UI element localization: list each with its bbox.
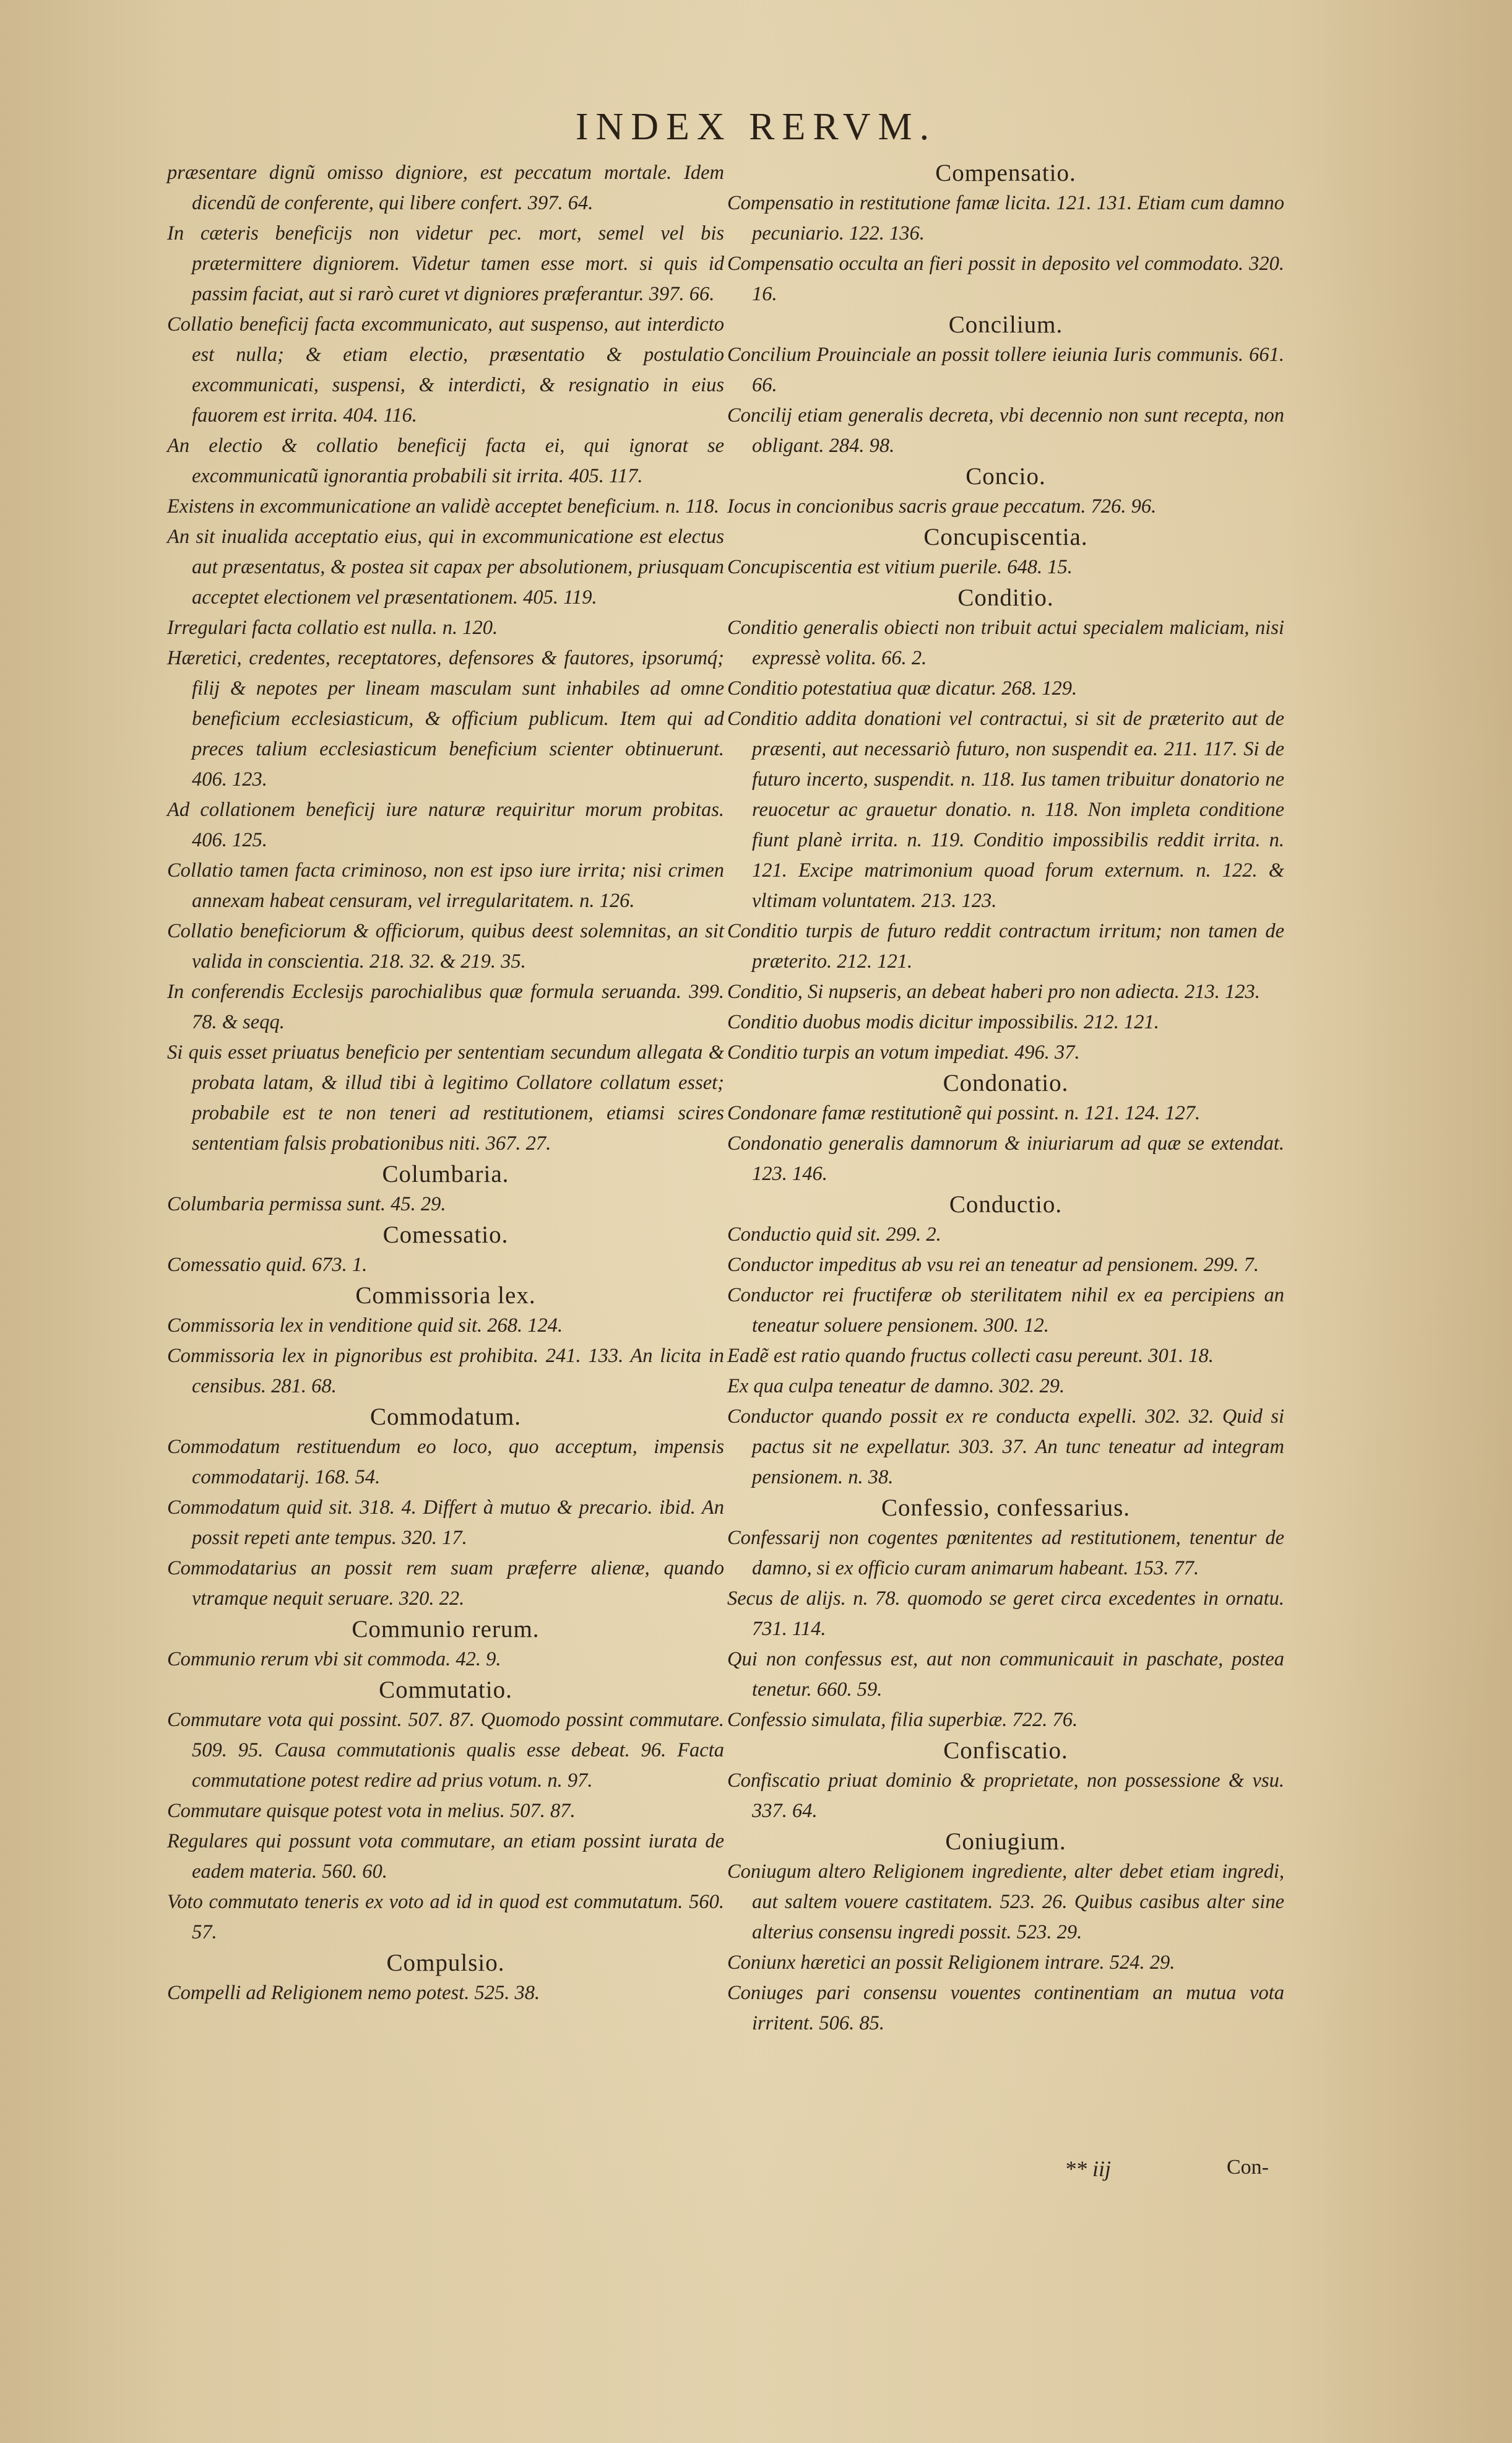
- index-entry: Communio rerum vbi sit commoda. 42. 9.: [167, 1648, 501, 1670]
- index-entry: In conferendis Ecclesijs parochialibus quæ formula seruanda. 399. 78. & seqq.: [167, 981, 724, 1033]
- index-entry: Conductor rei fructiferæ ob sterilitatem nihil ex ea percipiens an teneatur soluere pensionem. 300. 12.: [727, 1284, 1284, 1337]
- signature-mark: ** iij: [1065, 2156, 1112, 2181]
- index-entry: Secus de alijs. n. 78. quomodo se geret circa excedentes in ornatu. 731. 114.: [727, 1587, 1284, 1640]
- index-entry: In cæteris beneficijs non videtur pec. mort, semel vel bis prætermittere digniorem. Videtur tamen esse mort. si quis id passim faciat, aut si rarò curet vt digniores præferantur. 397. 66.: [167, 222, 724, 305]
- index-entry: Voto commutato teneris ex voto ad id in quod est commutatum. 560. 57.: [167, 1891, 724, 1943]
- index-entry: Existens in excommunicatione an validè acceptet beneficium. n. 118.: [167, 495, 719, 518]
- page-footer: [1065, 2156, 1269, 2187]
- index-entry: Commodatum quid sit. 318. 4. Differt à mutuo & precario. ibid. An possit repeti ante tempus. 320. 17.: [167, 1496, 724, 1549]
- running-head: INDEX RERVM.: [575, 106, 937, 148]
- index-entry: Conditio addita donationi vel contractui, si sit de præterito aut de præsenti, aut necessariò futuro, non suspendit ea. 211. 117. Si de futuro incerto, suspendit. n. 118. Ius tamen tribuitur donatorio ne reuocetur ac grauetur donatio. n. 118. Non impleta conditione fiunt planè irrita. n. 119. Conditio impossibilis reddit irrita. n. 121. Excipe matrimonium quoad forum externum. n. 122. & vltimam voluntatem. 213. 123.: [727, 708, 1284, 912]
- index-entry: Qui non confessus est, aut non communicauit in paschate, postea tenetur. 660. 59.: [727, 1648, 1284, 1701]
- index-heading: Commodatum.: [370, 1404, 521, 1430]
- index-entry: Regulares qui possunt vota commutare, an etiam possint iurata de eadem materia. 560. 60.: [167, 1830, 724, 1883]
- index-entry: Conductor impeditus ab vsu rei an teneatur ad pensionem. 299. 7.: [727, 1254, 1259, 1276]
- index-entry: Coniunx hæretici an possit Religionem intrare. 524. 29.: [727, 1951, 1175, 1974]
- index-entry: Compelli ad Religionem nemo potest. 525. 38.: [167, 1982, 540, 2004]
- index-entry: Ex qua culpa teneatur de damno. 302. 29.: [727, 1375, 1065, 1397]
- index-entry: Irregulari facta collatio est nulla. n. 120.: [167, 617, 498, 639]
- index-entry: Conditio turpis de futuro reddit contractum irritum; non tamen de præterito. 212. 121.: [727, 920, 1284, 973]
- index-entry: Collatio beneficij facta excommunicato, aut suspenso, aut interdicto est nulla; & etiam electio, præsentatio & postulatio excommunicati, suspensi, & interdicti, & resignatio in eius fauorem est irrita. 404. 116.: [167, 313, 724, 427]
- index-entry: Iocus in concionibus sacris graue peccatum. 726. 96.: [727, 495, 1157, 518]
- index-entry: Conditio, Si nupseris, an debeat haberi pro non adiecta. 213. 123.: [727, 981, 1260, 1003]
- index-heading: Commutatio.: [379, 1677, 512, 1703]
- index-entry: Eadẽ est ratio quando fructus collecti casu pereunt. 301. 18.: [727, 1345, 1214, 1367]
- index-entry: Concilij etiam generalis decreta, vbi decennio non sunt recepta, non obligant. 284. 98.: [727, 404, 1284, 457]
- index-entry: Si quis esset priuatus beneficio per sententiam secundum allegata & probata latam, & illud tibi à legitimo Collatore collatum esset; probabile est te non teneri ad restitutionem, etiamsi scires sententiam falsis probationibus niti. 367. 27.: [167, 1041, 724, 1155]
- index-entry: Coniugum altero Religionem ingrediente, alter debet etiam ingredi, aut saltem vouere castitatem. 523. 26. Quibus casibus alter sine alterius consensu ingredi possit. 523. 29.: [727, 1860, 1284, 1943]
- index-column-right: [727, 158, 1284, 2039]
- index-entry: Compensatio occulta an fieri possit in deposito vel commodato. 320. 16.: [727, 253, 1284, 305]
- index-entry: Commutare quisque potest vota in melius. 507. 87.: [167, 1800, 576, 1822]
- index-entry: Confiscatio priuat dominio & proprietate, non possessione & vsu. 337. 64.: [727, 1769, 1284, 1822]
- index-entry: Concupiscentia est vitium puerile. 648. 15.: [727, 556, 1073, 578]
- index-entry: Condonatio generalis damnorum & iniuriarum ad quæ se extendat. 123. 146.: [727, 1132, 1284, 1185]
- index-heading: Comessatio.: [382, 1222, 509, 1248]
- index-entry: Conditio turpis an votum impediat. 496. 37.: [727, 1041, 1080, 1064]
- index-heading: Confessio, confessarius.: [881, 1495, 1131, 1521]
- index-heading: Compensatio.: [935, 160, 1076, 186]
- index-heading: Commissoria lex.: [355, 1282, 536, 1309]
- index-entry: Commutare vota qui possint. 507. 87. Quomodo possint commutare. 509. 95. Causa commutationis qualis esse debeat. 96. Facta commutatione potest redire ad prius votum. n. 97.: [167, 1709, 724, 1792]
- index-heading: Confiscatio.: [943, 1737, 1068, 1764]
- index-entry: Ad collationem beneficij iure naturæ requiritur morum probitas. 406. 125.: [167, 799, 724, 851]
- catchword: Con-: [1227, 2156, 1269, 2179]
- index-entry: An sit inualida acceptatio eius, qui in excommunicatione est electus aut præsentatus, & postea sit capax per absolutionem, priusquam acceptet electionem vel præsentationem. 405. 119.: [167, 526, 724, 609]
- index-entry: Hæretici, credentes, receptatores, defensores & fautores, ipsorumq́; filij & nepotes per lineam masculam sunt inhabiles ad omne beneficium ecclesiasticum, & officium publicum. Item qui ad preces talium ecclesiasticum beneficium scienter obtinuerunt. 406. 123.: [167, 647, 724, 791]
- index-entry: Conditio generalis obiecti non tribuit actui specialem maliciam, nisi expressè volita. 66. 2.: [727, 617, 1284, 669]
- index-heading: Condonatio.: [943, 1070, 1069, 1096]
- index-heading: Conditio.: [957, 584, 1054, 611]
- index-entry: Collatio tamen facta criminoso, non est ipso iure irrita; nisi crimen annexam habeat censuram, vel irregularitatem. n. 126.: [167, 859, 724, 912]
- index-entry: Concilium Prouinciale an possit tollere ieiunia Iuris communis. 661. 66.: [727, 344, 1284, 396]
- index-heading: Coniugium.: [945, 1828, 1066, 1855]
- index-column-left: [167, 158, 724, 2008]
- index-entry: Conditio potestatiua quæ dicatur. 268. 129.: [727, 677, 1078, 700]
- index-entry: Compensatio in restitutione famæ licita. 121. 131. Etiam cum damno pecuniario. 122. 136.: [727, 192, 1284, 245]
- index-heading: Columbaria.: [382, 1161, 509, 1187]
- index-entry: Commissoria lex in venditione quid sit. 268. 124.: [167, 1314, 563, 1337]
- index-entry: An electio & collatio beneficij facta ei, qui ignorat se excommunicatũ ignorantia probabili sit irrita. 405. 117.: [167, 435, 724, 487]
- index-heading: Compulsio.: [386, 1950, 505, 1976]
- index-entry: Conditio duobus modis dicitur impossibilis. 212. 121.: [727, 1011, 1159, 1033]
- index-entry: Condonare famæ restitutionẽ qui possint. n. 121. 124. 127.: [727, 1102, 1201, 1124]
- index-entry: Comessatio quid. 673. 1.: [167, 1254, 368, 1276]
- index-heading: Concupiscentia.: [923, 524, 1088, 550]
- index-heading: Communio rerum.: [352, 1616, 540, 1642]
- index-heading: Concilium.: [948, 311, 1063, 338]
- index-entry: Commissoria lex in pignoribus est prohibita. 241. 133. An licita in censibus. 281. 68.: [167, 1345, 724, 1397]
- index-entry: Commodatum restituendum eo loco, quo acceptum, impensis commodatarij. 168. 54.: [167, 1436, 724, 1488]
- index-entry: Columbaria permissa sunt. 45. 29.: [167, 1193, 446, 1215]
- index-heading: Conductio.: [949, 1191, 1063, 1218]
- index-entry: Confessarij non cogentes pœnitentes ad restitutionem, tenentur de damno, si ex officio curam animarum habeant. 153. 77.: [727, 1527, 1284, 1579]
- index-entry: Coniuges pari consensu vouentes continentiam an mutua vota irritent. 506. 85.: [727, 1982, 1284, 2034]
- index-entry: Confessio simulata, filia superbiæ. 722. 76.: [727, 1709, 1078, 1731]
- index-entry: Collatio beneficiorum & officiorum, quibus deest solemnitas, an sit valida in conscientia. 218. 32. & 219. 35.: [167, 920, 724, 973]
- index-heading: Concio.: [966, 463, 1046, 490]
- index-entry: Conductio quid sit. 299. 2.: [727, 1223, 941, 1246]
- index-entry: Commodatarius an possit rem suam præferre alienæ, quando vtramque nequit seruare. 320. 22.: [167, 1557, 724, 1610]
- index-entry: præsentare dignũ omisso digniore, est peccatum mortale. Idem dicendũ de conferente, qui libere confert. 397. 64.: [167, 162, 724, 214]
- index-entry: Conductor quando possit ex re conducta expelli. 302. 32. Quid si pactus sit ne expellatur. 303. 37. An tunc teneatur ad integram pensionem. n. 38.: [727, 1405, 1284, 1488]
